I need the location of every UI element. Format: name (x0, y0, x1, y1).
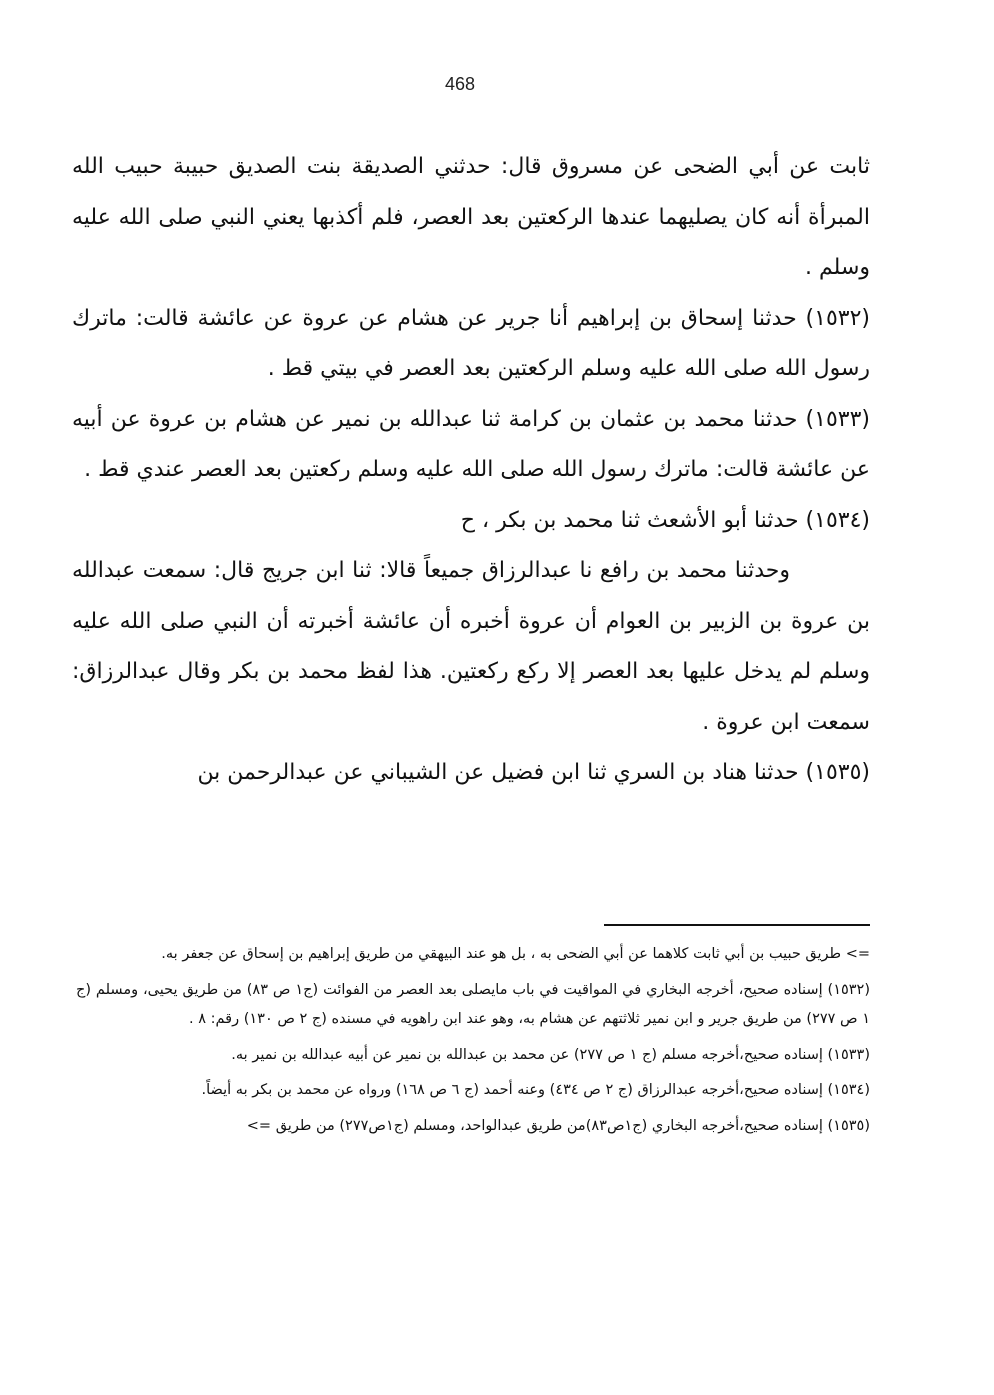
main-text (72, 142, 870, 799)
footnote-continuation: => طريق حبيب بن أبي ثابت كلاهما عن أبي الضحى به ، بل هو عند البيهقي من طريق إبراهيم بن إسحاق عن جعفر به. (161, 946, 870, 962)
footnote-1532: (١٥٣٢) إسناده صحيح، أخرجه البخاري في المواقيت في باب مايصلى بعد العصر من الفوائت (ج١ ص ٨٣) من طريق يحيى، ومسلم (ج ١ ص ٢٧٧) من طريق جرير و ابن نمير ثلاثتهم عن هشام به، وهو عند ابن راهويه في مسنده (ج ٢ ص ١٣٠) رقم: ٨ . (76, 981, 871, 1027)
footnote-separator (604, 924, 870, 926)
footnote-1535: (١٥٣٥) إسناده صحيح،أخرجه البخاري (ج١ص٨٣)من طريق عبدالواحد، ومسلم (ج١ص٢٧٧) من طريق => (246, 1117, 870, 1134)
paragraph-hadith-1534: (١٥٣٤) حدثنا أبو الأشعث ثنا محمد بن بكر ، ح (460, 507, 870, 533)
footnotes (76, 940, 870, 1147)
page-number: 468 (444, 74, 476, 94)
paragraph-hadith-1532: (١٥٣٢) حدثنا إسحاق بن إبراهيم أنا جرير عن هشام عن عروة عن عائشة قالت: ماترك رسول الله صلى الله عليه وسلم الركعتين بعد العصر في بيتي قط . (72, 305, 870, 381)
paragraph-continuation: ثابت عن أبي الضحى عن مسروق قال: حدثني الصديقة بنت الصديق حبيبة حبيب الله المبرأة أنه كان يصليهما عندها الركعتين بعد العصر، فلم أكذبها يعني النبي صلى الله عليه وسلم . (72, 154, 870, 280)
footnote-1534: (١٥٣٤) إسناده صحيح،أخرجه عبدالرزاق (ج ٢ ص ٤٣٤) وعنه أحمد (ج ٦ ص ١٦٨) ورواه عن محمد بن بكر به أيضاً. (201, 1082, 870, 1098)
paragraph-hadith-1534-second-chain: وحدثنا محمد بن رافع نا عبدالرزاق جميعاً قالا: ثنا ابن جريج قال: سمعت عبدالله بن عروة بن الزبير بن العوام أن عروة أخبره أن عائشة أخبرته أن النبي صلى الله عليه وسلم لم يدخل عليها بعد العصر إلا ركع ركعتين. هذا لفظ محمد بن بكر وقال عبدالرزاق: سمعت ابن عروة . (72, 558, 870, 735)
footnote-1533: (١٥٣٣) إسناده صحيح،أخرجه مسلم (ج ١ ص ٢٧٧) عن محمد بن عبدالله بن نمير عن أبيه عبدالله بن نمير به. (231, 1046, 870, 1063)
paragraph-hadith-1533: (١٥٣٣) حدثنا محمد بن عثمان بن كرامة ثنا عبدالله بن نمير عن هشام بن عروة عن أبيه عن عائشة قالت: ماترك رسول الله صلى الله عليه وسلم ركعتين بعد العصر عندي قط . (72, 406, 870, 482)
paragraph-hadith-1535: (١٥٣٥) حدثنا هناد بن السري ثنا ابن فضيل عن الشيباني عن عبدالرحمن بن (197, 760, 870, 785)
